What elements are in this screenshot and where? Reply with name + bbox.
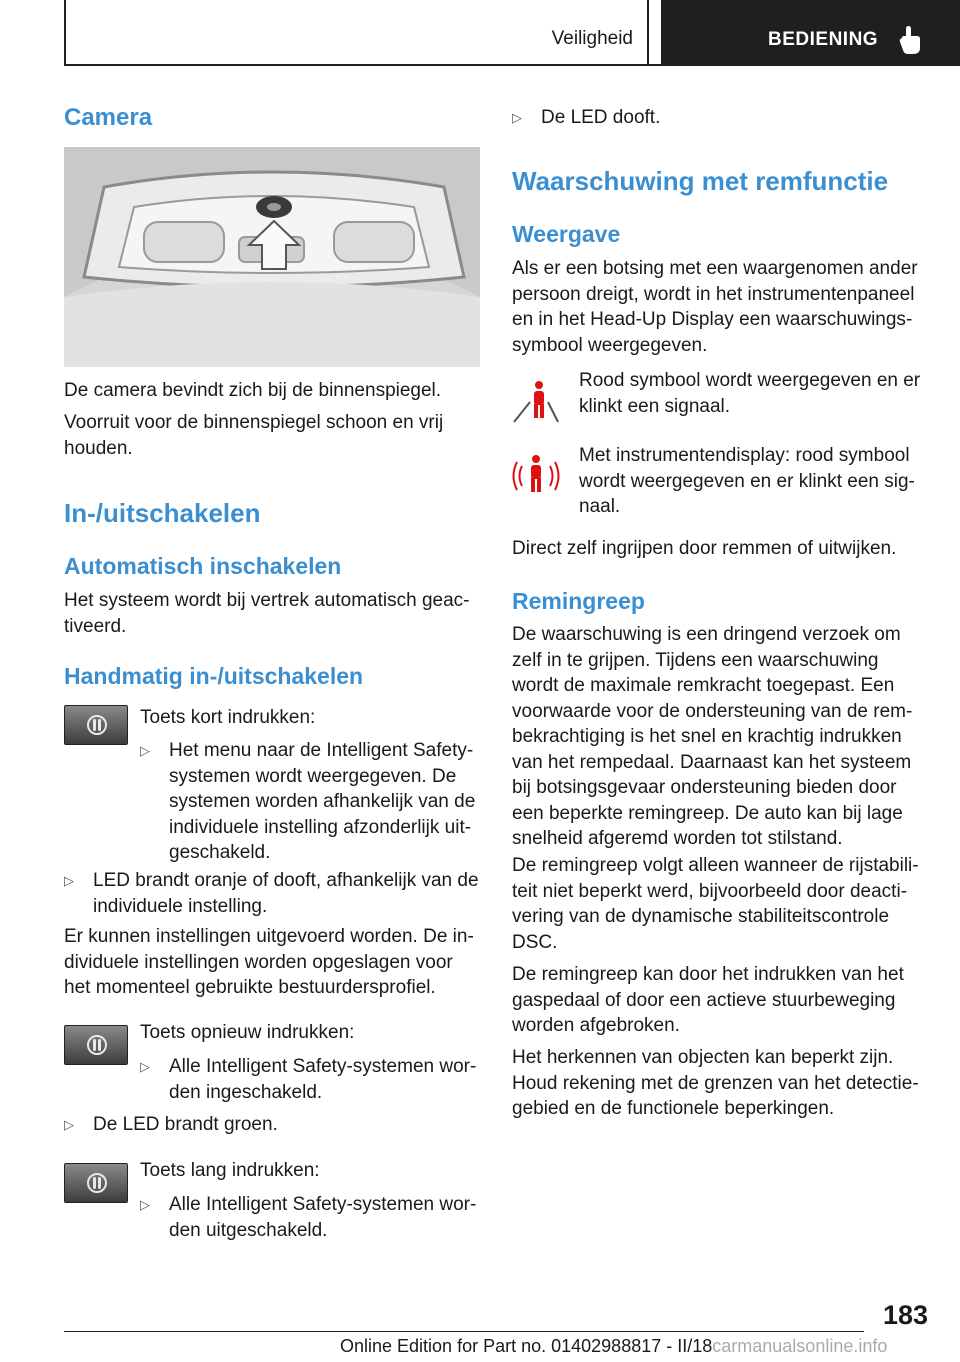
footer-rule xyxy=(64,1331,864,1332)
brake-paragraph-2: De remingreep volgt alleen wanneer de rijstabiliteit niet beperkt werd, bijvoorbeeld door deactivering van de dynamische stabiliteitscontrole DSC. xyxy=(512,855,919,953)
bullet-triangle-icon: ▷ xyxy=(140,743,150,758)
pointing-hand-icon xyxy=(897,24,923,56)
brake-paragraph-3: De remingreep kan door het indrukken van het gaspedaal of door een actieve stuurbeweging worden afgebroken. xyxy=(512,964,904,1036)
instrument-display-text: Met instrumentendisplay: rood symbool wordt weergegeven en er klinkt een signaal. xyxy=(579,445,915,517)
brake-paragraph-4: Het herkennen van objecten kan beperkt zijn. Houd rekening met de grenzen van het detectiegebied en de functionele beperkingen. xyxy=(512,1047,919,1119)
header-chapter-label: BEDIENING xyxy=(768,29,879,50)
press-again-label: Toets opnieuw indrukken: xyxy=(140,1022,355,1043)
red-symbol-text: Rood symbool wordt weergegeven en er klinkt een signaal. xyxy=(579,370,921,417)
bullet-triangle-icon: ▷ xyxy=(140,1197,150,1212)
brake-paragraph-1: De waarschuwing is een dringend verzoek om zelf in te grijpen. Tijdens een waarschuwing wordt de maximale remkracht toegepast. Een voorwaarde voor de ondersteuning van de rembekrachtiging is het snel en krachtig indrukken van het rempedaal. Daarnaast kan het systeem bij botsingsgevaar ondersteuning bieden door een beperkte remingreep. De auto kan bij lage snelheid afgeremd worden tot stilstand. xyxy=(512,624,913,849)
press-long-label: Toets lang indrukken: xyxy=(140,1160,320,1181)
camera-location-image xyxy=(64,147,480,367)
camera-caption: De camera bevindt zich bij de binnenspiegel. xyxy=(64,380,442,401)
bullet-triangle-icon: ▷ xyxy=(64,873,74,888)
car-interior-illustration xyxy=(64,147,480,367)
display-text: Als er een botsing met een waargenomen ander persoon dreigt, wordt in het instrumentenpaneel en in het Head-Up Display een waarschuwingssymbool weergegeven. xyxy=(512,258,918,356)
bullet-triangle-icon: ▷ xyxy=(140,1059,150,1074)
press-short-bullet: ▷ Het menu naar de Intelligent Safety-systemen wordt weergegeven. De systemen worden afhankelijk van de individuele instelling afzonderlijk uitgeschakeld. xyxy=(140,740,476,863)
bullet-triangle-icon: ▷ xyxy=(512,110,522,125)
led-off-bullet: ▷ De LED dooft. xyxy=(512,105,927,131)
safety-button-icon xyxy=(64,1025,128,1065)
auto-heading: Automatisch inschakelen xyxy=(64,553,342,579)
header-chapter-tab[interactable] xyxy=(661,0,960,64)
press-short-label: Toets kort indrukken: xyxy=(140,707,316,728)
pedestrian-sound-icon xyxy=(512,454,560,498)
safety-button-icon xyxy=(64,705,128,745)
bullet-triangle-icon: ▷ xyxy=(64,1117,74,1132)
camera-heading: Camera xyxy=(64,104,153,131)
direct-action-text: Direct zelf ingrijpen door remmen of uitwijken. xyxy=(512,538,897,559)
pedestrian-warning-icon xyxy=(512,380,560,424)
switch-heading: In-/uitschakelen xyxy=(64,498,261,528)
header-section-box xyxy=(64,0,649,64)
auto-text: Het systeem wordt bij vertrek automatisch geactiveerd. xyxy=(64,590,470,637)
press-long-bullet: ▷ Alle Intelligent Safety-systemen worden uitgeschakeld. xyxy=(140,1194,477,1241)
settings-text: Er kunnen instellingen uitgevoerd worden. De individuele instellingen worden opgeslagen voor het momenteel gebruikte bestuurdersprofiel. xyxy=(64,926,474,998)
camera-note: Voorruit voor de binnenspiegel schoon en vrij houden. xyxy=(64,412,444,459)
brake-heading: Remingreep xyxy=(512,588,645,614)
safety-button-icon xyxy=(64,1163,128,1203)
led-green-bullet: ▷ De LED brandt groen. xyxy=(64,1112,480,1138)
press-again-bullet: ▷ Alle Intelligent Safety-systemen worden ingeschakeld. xyxy=(140,1056,477,1103)
footer-watermark: carmanualsonline.info xyxy=(712,1336,888,1356)
header-rule xyxy=(64,64,960,66)
display-heading: Weergave xyxy=(512,221,621,247)
warning-heading: Waarschuwing met remfunctie xyxy=(512,166,889,196)
page-number: 183 xyxy=(882,1300,928,1330)
manual-heading: Handmatig in-/uitschakelen xyxy=(64,663,364,689)
header-section-title: Veiligheid xyxy=(551,28,633,49)
footer-edition: Online Edition for Part no. 01402988817 - II/18carmanualsonline.info xyxy=(340,1336,888,1356)
led-orange-bullet: ▷ LED brandt oranje of dooft, afhankelijk van de individuele instelling. xyxy=(64,870,479,917)
